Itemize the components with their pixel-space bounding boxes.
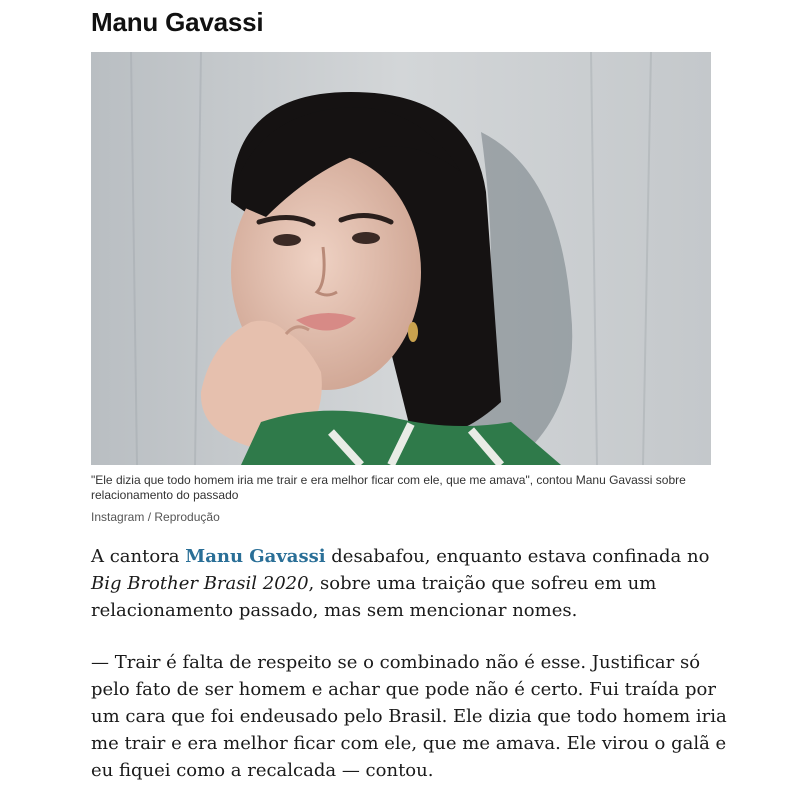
paragraph-intro (91, 543, 731, 624)
portrait-illustration (91, 52, 711, 465)
intro-text-end: , sobre uma traição que sofreu em um relacionamento passado, mas sem mencionar nomes. (91, 573, 657, 621)
paragraph-quote: — Trair é falta de respeito se o combinado não é esse. Justificar só pelo fato de ser homem e achar que pode não é certo. Fui traída por um cara que foi endeusado pelo Brasil. Ele dizia que todo homem iria me trair e era melhor ficar com ele, que me amava. Ele virou o galã e eu fiquei como a recalcada — contou. (91, 652, 727, 781)
person-link-manu-gavassi[interactable]: Manu Gavassi (185, 546, 326, 567)
article-photo (91, 52, 711, 465)
intro-text-start: A cantora (91, 546, 186, 567)
intro-text-middle: desabafou, enquanto estava confinada no (325, 546, 710, 567)
photo-caption: "Ele dizia que todo homem iria me trair e era melhor ficar com ele, que me amava", contou Manu Gavassi sobre relacionamento do passado (91, 473, 686, 502)
article-title: Manu Gavassi (91, 7, 264, 37)
show-name: Big Brother Brasil 2020 (91, 573, 309, 594)
photo-credit: Instagram / Reprodução (91, 510, 220, 524)
